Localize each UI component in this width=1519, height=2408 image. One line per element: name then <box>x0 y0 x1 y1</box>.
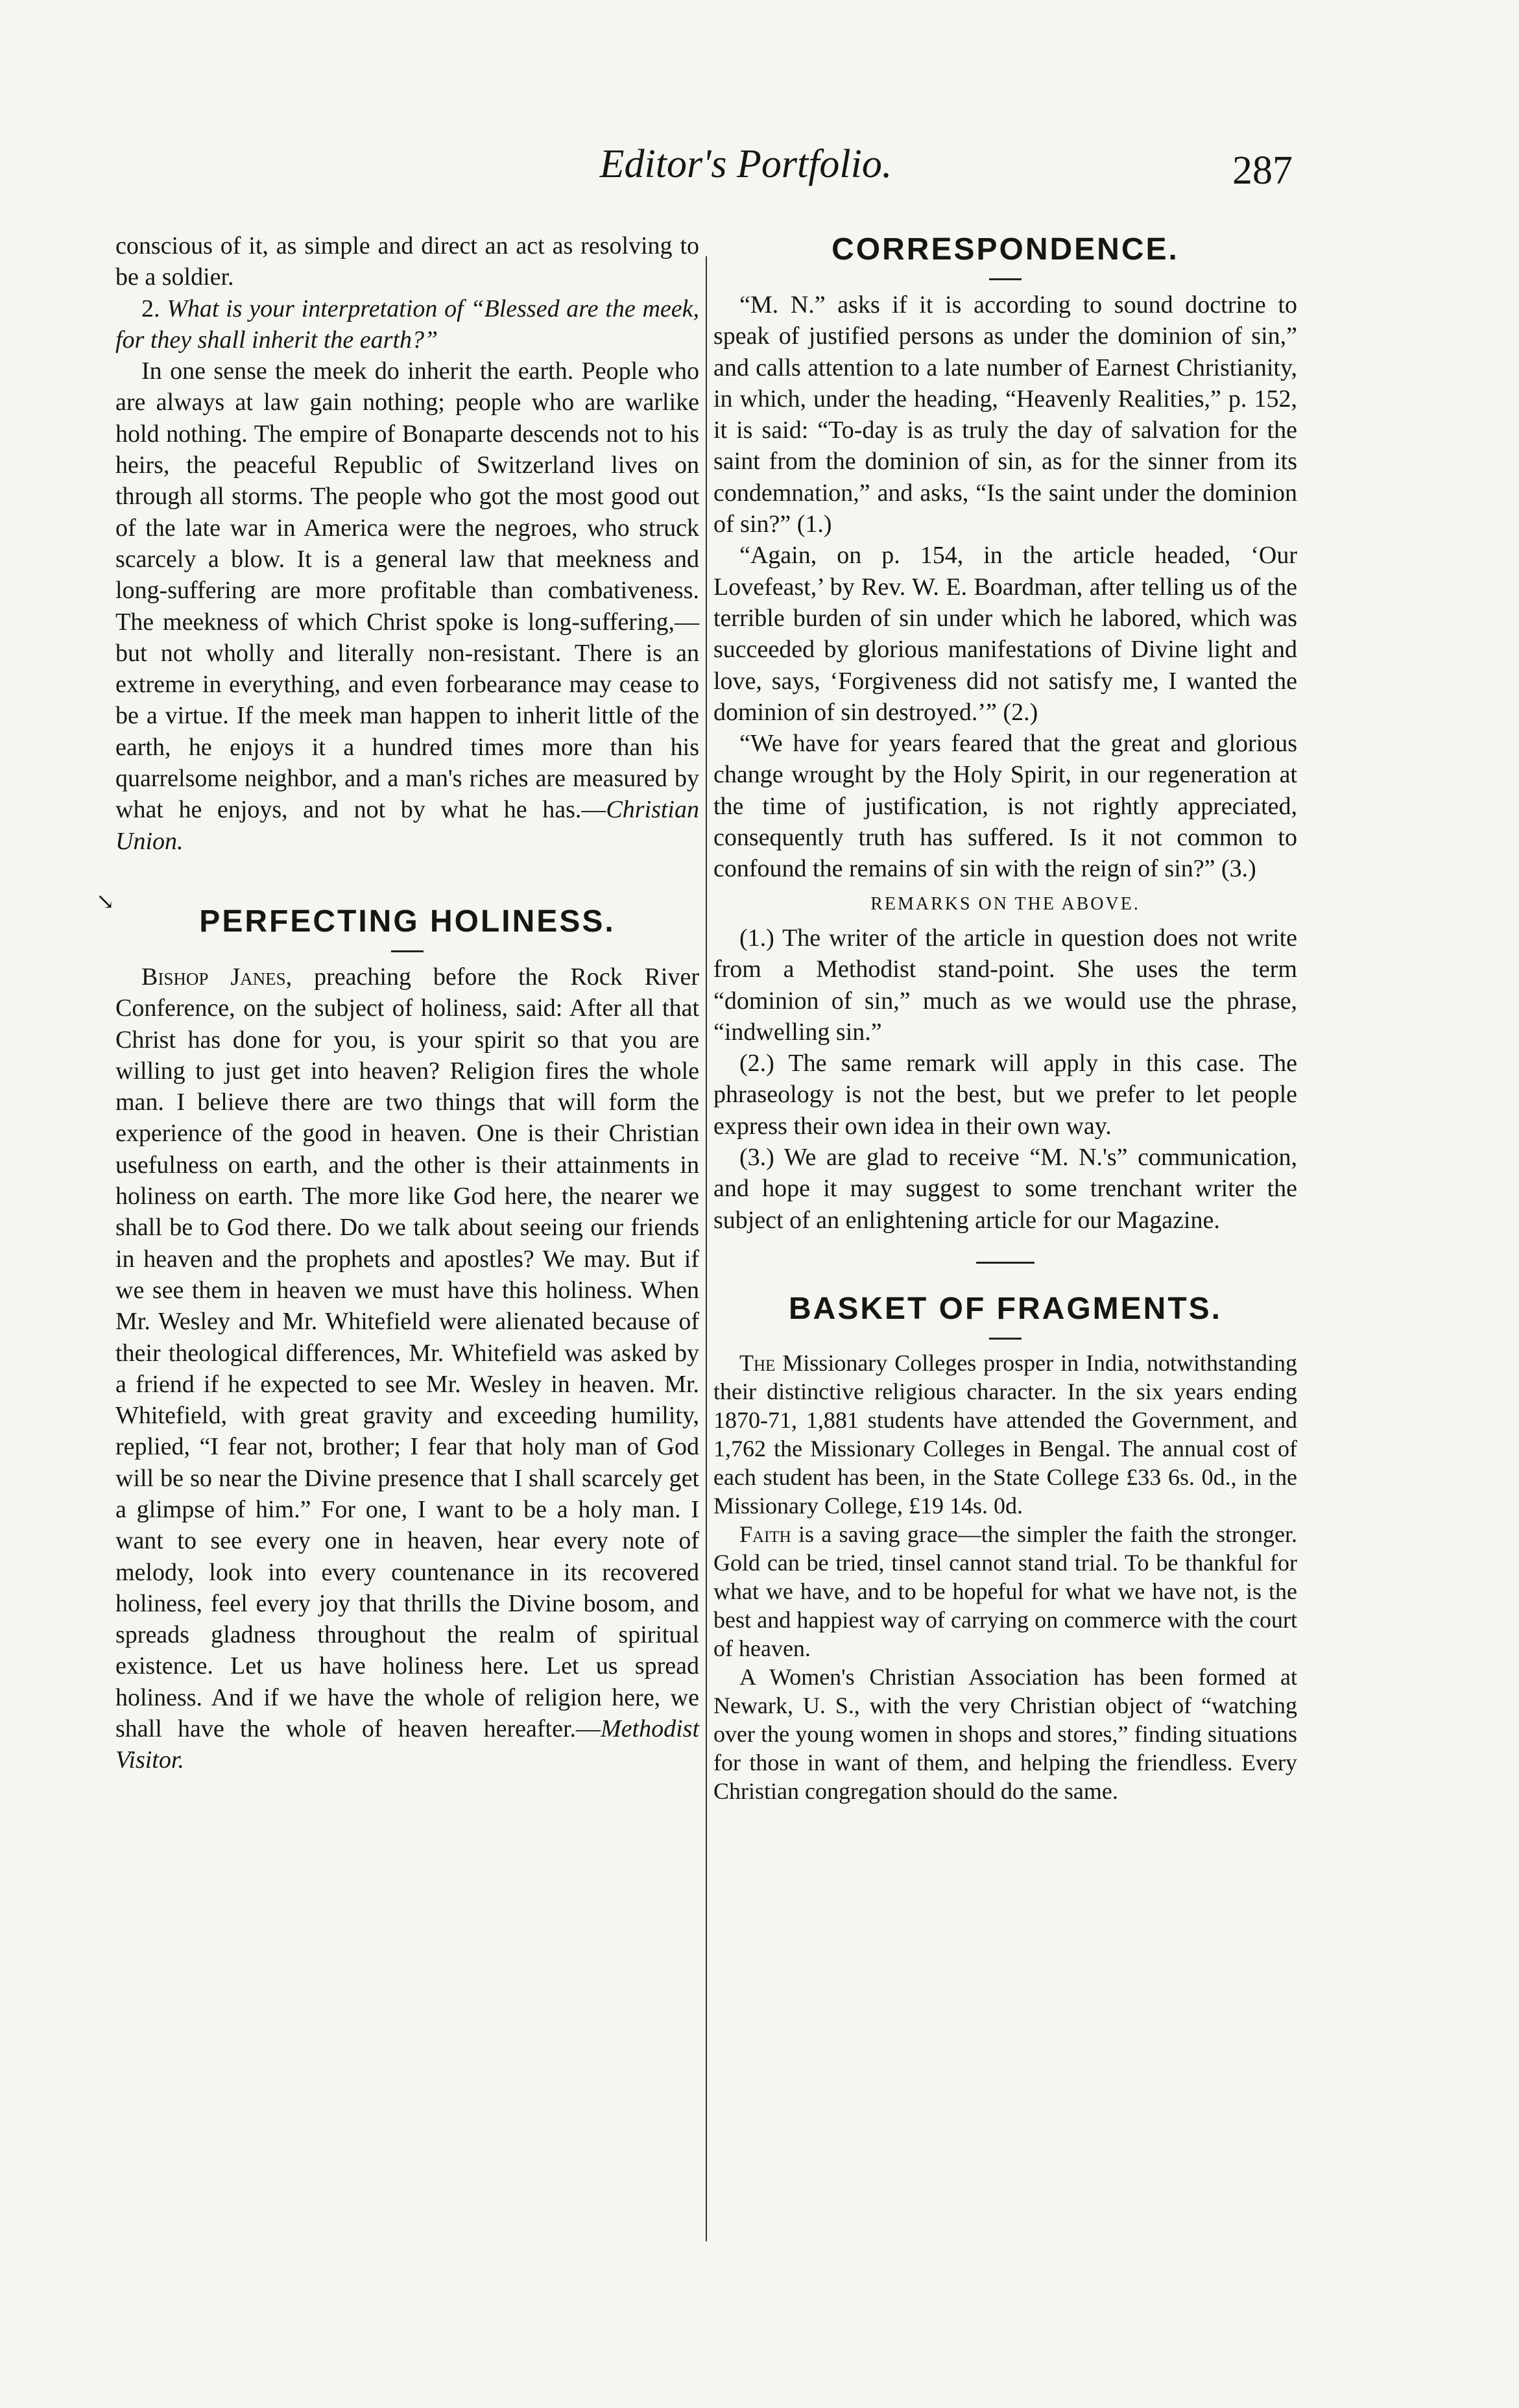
heading-dash <box>989 1338 1022 1340</box>
remark-1: (1.) The writer of the article in question does not write from a Methodist stand-point. She uses the term “dominion of sin,” much as we would use the phrase, “indwelling sin.” <box>713 924 1297 1046</box>
source-christian-union: Christian Union. <box>115 796 699 855</box>
question-meek <box>115 293 699 356</box>
lead-the: The <box>739 1349 776 1376</box>
remark-3: (3.) We are glad to receive “M. N.'s” communication, and hope it may suggest to some trenchant writer the subject of an enlightening article for our Magazine. <box>713 1144 1297 1234</box>
paragraph-soldier: conscious of it, as simple and direct an act as resolving to be a soldier. <box>115 232 699 291</box>
bishop-janes-text: preaching before the Rock River Conference, on the subject of holiness, said: After all that Christ has done for you, is your spirit so that you are willing to just get into heaven? Religion fires the whole man. I believe there are two things that will form the experience of the good in heaven. One is their Christian usefulness on earth, and the other is their attainments in holiness on earth. The more like God here, the nearer we shall be to God there. Do we talk about seeing our friends in heaven and the prophets and apostles? We may. But if we see them in heaven we must have this holiness. When Mr. Wesley and Mr. Whitefield were alienated because of their theological differences, Mr. Whitefield was asked by a friend if he expected to see Mr. Wesley in heaven. Mr. Whitefield, with great gravity and exceeding humility, replied, “I fear not, brother; I fear that holy man of God will be so near the Divine presence that I shall scarcely get a glimpse of him.” For one, I want to be a holy man. I want to see every one in heaven, hear every note of melody, look into every countenance in its recovered holiness, feel every joy that thrills the Divine bosom, and spreads gladness throughout the realm of spiritual existence. Let us have holiness here. Let us spread holiness. And if we have the whole of religion here, we shall have the whole of heaven hereafter.— <box>115 963 699 1743</box>
paragraph-meek-answer <box>115 355 699 857</box>
correspondence-paragraph-2: “Again, on p. 154, in the article headed, ‘Our Lovefeast,’ by Rev. W. E. Boardman, after telling us of the terrible burden of sin under which he labored, which was succeeded by glorious manifestations of Divine light and love, says, ‘Forgiveness did not satisfy me, I wanted the dominion of sin destroyed.’” (2.) <box>713 542 1297 726</box>
heading-basket-of-fragments: BASKET OF FRAGMENTS. <box>789 1291 1222 1326</box>
source-methodist-visitor: Methodist Visitor. <box>115 1715 699 1774</box>
missionary-colleges-text: Missionary Colleges prosper in India, notwithstanding their distinctive religious character. In the six years ending 1870-71, 1,881 students have attended the Government, and 1,762 the Missionary Colleges in Bengal. The annual cost of each student has been, in the State College £33 6s. 0d., in the Missionary College, £19 14s. 0d. <box>713 1349 1297 1519</box>
margin-mark: ↘ <box>96 890 115 914</box>
basket-fragments <box>713 1349 1297 1805</box>
heading-dash <box>989 278 1022 280</box>
lead-bishop-janes: Bishop Janes, <box>141 963 293 991</box>
heading-perfecting-holiness: PERFECTING HOLINESS. <box>199 904 616 939</box>
heading-correspondence: CORRESPONDENCE. <box>831 232 1179 267</box>
right-column <box>713 230 1297 1805</box>
heading-dash <box>391 950 424 952</box>
paragraph-bishop-janes <box>115 961 699 1776</box>
remarks-heading: REMARKS ON THE ABOVE. <box>870 893 1140 914</box>
question-number: 2. <box>141 295 160 322</box>
section-rule <box>976 1262 1035 1264</box>
page-number: 287 <box>1232 149 1293 193</box>
fragment-missionary-colleges <box>713 1349 1297 1520</box>
fragment-womens-association: A Women's Christian Association has been formed at Newark, U. S., with the very Christian object of “watching over the young women in shops and stores,” finding situations for those in want of them, and helping the friendless. Every Christian congregation should do the same. <box>713 1663 1297 1804</box>
correspondence-paragraph-1: “M. N.” asks if it is according to sound doctrine to speak of justified persons as under the dominion of sin,” and calls attention to a late number of Earnest Christianity, in which, under the heading, “Heavenly Realities,” p. 152, it is said: “To-day is as truly the day of salvation for the saint from the dominion of sin, as for the sinner from its condemnation,” and asks, “Is the saint under the dominion of sin?” (1.) <box>713 291 1297 538</box>
question-text: What is your interpretation of “Blessed are the meek, for they shall inherit the earth?” <box>115 295 699 354</box>
running-header-title: Editor's Portfolio. <box>599 142 892 186</box>
meek-answer-text: In one sense the meek do inherit the earth. People who are always at law gain nothing; people who are warlike hold nothing. The empire of Bonaparte descends not to his heirs, the peaceful Republic of Switzerland lives on through all storms. The people who got the most good out of the late war in America were the negroes, who struck scarcely a blow. It is a general law that meekness and long-suffering are more profitable than combativeness. The meekness of which Christ spoke is long-suffering,—but not wholly and literally non-resistant. There is an extreme in everything, and even forbearance may cease to be a virtue. If the meek man happen to inherit little of the earth, he enjoys it a hundred times more than his quarrelsome neighbor, and a man's riches are measured by what he enjoys, and not by what he has.— <box>115 357 699 824</box>
lead-faith: Faith <box>739 1521 791 1547</box>
fragment-faith <box>713 1520 1297 1663</box>
remark-2: (2.) The same remark will apply in this case. The phraseology is not the best, but we prefer to let people express their own idea in their own way. <box>713 1050 1297 1140</box>
column-divider <box>706 256 707 2241</box>
left-column <box>115 230 699 1776</box>
correspondence-paragraph-3: “We have for years feared that the great and glorious change wrought by the Holy Spirit, in our regeneration at the time of justification, is not rightly appreciated, consequently truth has suffered. Is it not common to confound the remains of sin with the reign of sin?” (3.) <box>713 730 1297 883</box>
faith-text: is a saving grace—the simpler the faith the stronger. Gold can be tried, tinsel cannot stand trial. To be thankful for what we have, and to be hopeful for what we have not, is the best and happiest way of carrying on commerce with the court of heaven. <box>713 1521 1297 1661</box>
